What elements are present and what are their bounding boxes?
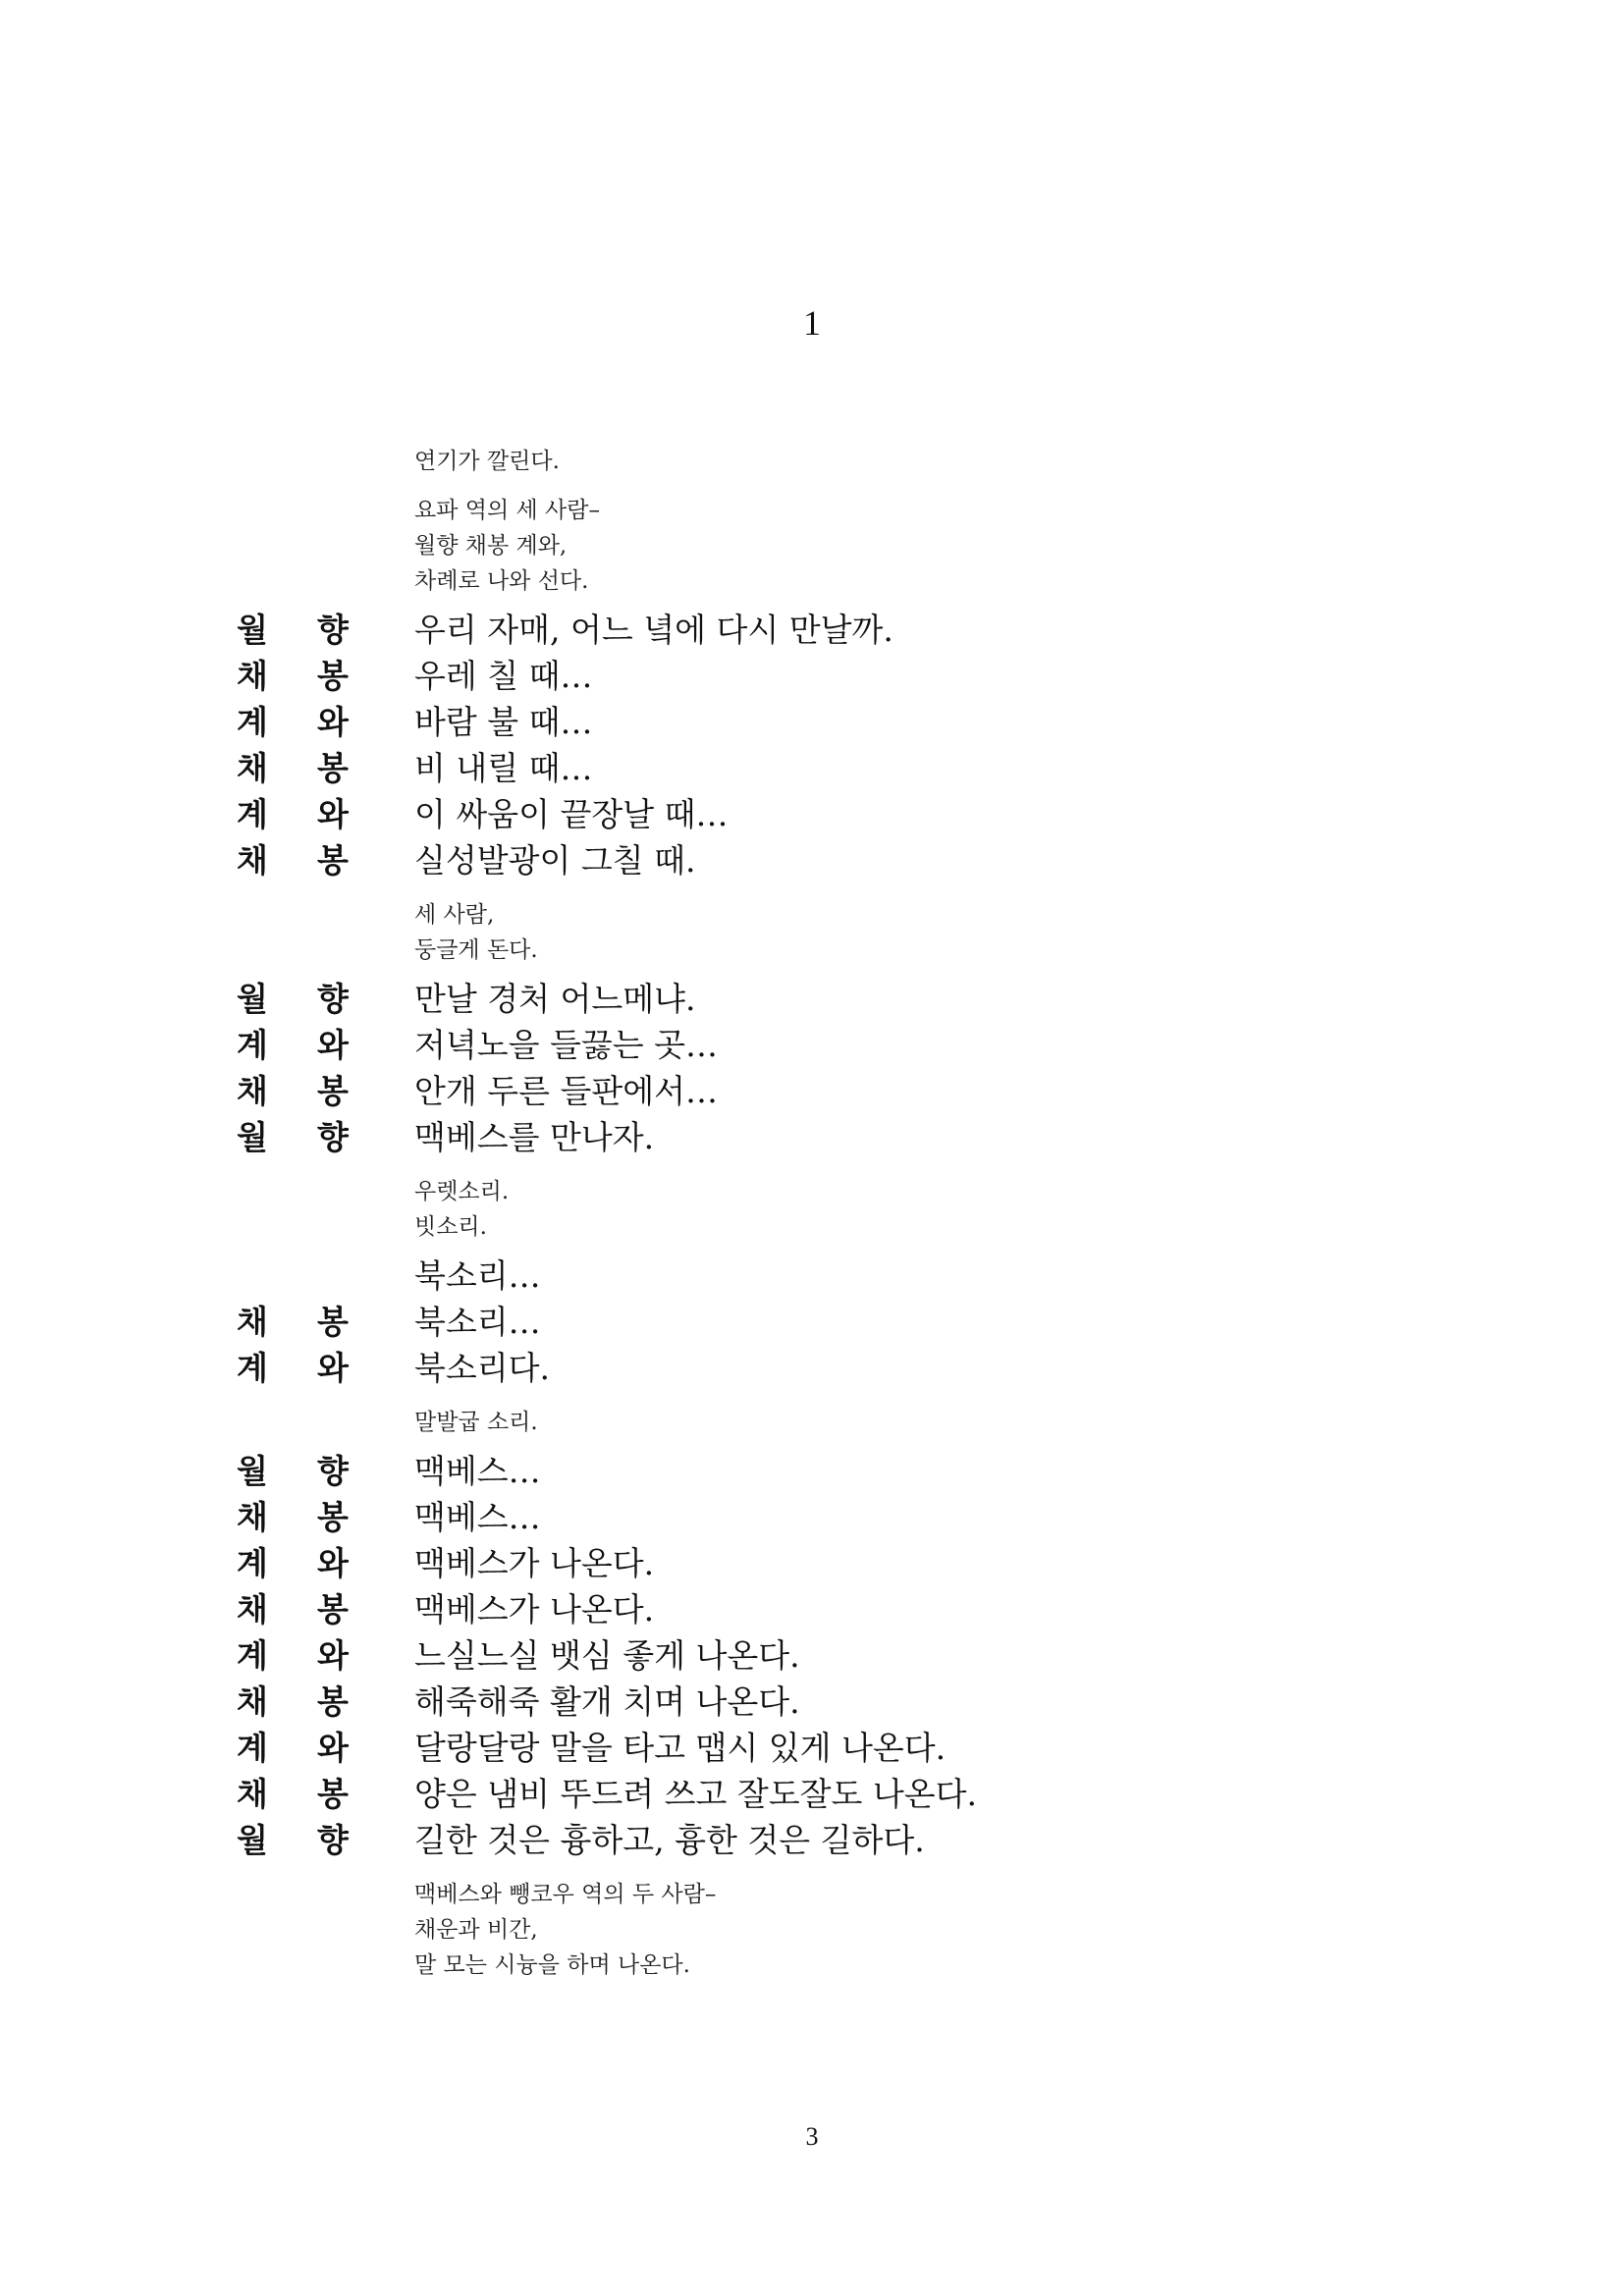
speaker-char: 월 — [237, 980, 268, 1018]
stage-direction-text — [0, 1174, 1624, 1245]
speaker-name — [234, 1068, 352, 1114]
speaker-name — [234, 1771, 352, 1817]
dialogue-line — [0, 653, 1624, 699]
speaker-char: 계 — [237, 1349, 268, 1387]
stage-direction — [0, 444, 1624, 479]
speaker-name — [234, 1725, 352, 1771]
speaker-char: 봉 — [317, 841, 349, 880]
speaker-name — [234, 1494, 352, 1540]
dialogue-text: 안개 두른 들판에서… — [414, 1072, 719, 1110]
stage-direction-line: 연기가 깔린다. — [414, 449, 560, 474]
speaker-char: 계 — [237, 1636, 268, 1675]
stage-direction-line: 둥글게 돈다. — [414, 937, 538, 963]
dialogue-line — [0, 837, 1624, 883]
speaker-char: 향 — [317, 611, 349, 649]
speaker-name — [234, 699, 352, 745]
stage-direction-line: 맥베스와 뺑코우 역의 두 사람– — [414, 1882, 717, 1907]
dialogue-text: 북소리… — [414, 1256, 541, 1295]
stage-direction-text — [0, 444, 1624, 479]
dialogue-text: 달랑달랑 말을 타고 맵시 있게 나온다. — [414, 1729, 947, 1767]
stage-direction-line: 빗소리. — [414, 1214, 487, 1240]
dialogue-text: 길한 것은 흉하고, 흉한 것은 길하다. — [414, 1821, 925, 1859]
dialogue-line — [0, 1022, 1624, 1068]
stage-direction-line: 세 사람, — [414, 902, 495, 928]
speaker-name — [234, 653, 352, 699]
stage-direction — [0, 1405, 1624, 1440]
page-number: 3 — [805, 2122, 819, 2151]
stage-direction-line: 차례로 나와 선다. — [414, 568, 589, 594]
dialogue-line — [0, 1448, 1624, 1494]
dialogue-text: 저녁노을 들끓는 곳… — [414, 1026, 719, 1064]
dialogue-text: 해죽해죽 활개 치며 나온다. — [414, 1682, 800, 1721]
speaker-char: 봉 — [317, 1303, 349, 1341]
dialogue-line — [0, 1817, 1624, 1863]
dialogue-text: 맥베스가 나온다. — [414, 1544, 655, 1582]
scene-number: 1 — [803, 303, 821, 343]
speaker-char: 채 — [237, 1775, 268, 1813]
stage-direction-text — [0, 493, 1624, 599]
stage-direction — [0, 1174, 1624, 1245]
dialogue-line — [0, 1725, 1624, 1771]
stage-direction-line: 우렛소리. — [414, 1179, 510, 1204]
speaker-char: 향 — [317, 980, 349, 1018]
speaker-char: 채 — [237, 1682, 268, 1721]
dialogue-text: 비 내릴 때… — [414, 749, 593, 787]
dialogue-text: 바람 불 때… — [414, 703, 593, 741]
speaker-name — [234, 1448, 352, 1494]
script-body — [0, 444, 1624, 1991]
dialogue-line — [0, 1679, 1624, 1725]
speaker-char: 채 — [237, 1072, 268, 1110]
speaker-char: 와 — [317, 795, 349, 833]
speaker-name — [234, 1632, 352, 1679]
speaker-char: 채 — [237, 1303, 268, 1341]
dialogue-line — [0, 1632, 1624, 1679]
dialogue-line — [0, 607, 1624, 653]
speaker-char: 향 — [317, 1821, 349, 1859]
speaker-char: 봉 — [317, 1498, 349, 1536]
speaker-char: 봉 — [317, 1590, 349, 1629]
dialogue-text: 실성발광이 그칠 때. — [414, 841, 696, 880]
speaker-char: 채 — [237, 749, 268, 787]
speaker-name — [234, 1817, 352, 1863]
dialogue-line — [0, 1771, 1624, 1817]
speaker-name — [234, 607, 352, 653]
dialogue-text: 북소리… — [414, 1303, 541, 1341]
dialogue-line — [0, 976, 1624, 1022]
dialogue-text: 양은 냄비 뚜드려 쓰고 잘도잘도 나온다. — [414, 1775, 977, 1813]
speaker-name — [234, 1114, 352, 1160]
speaker-char: 채 — [237, 1590, 268, 1629]
stage-direction-line: 월향 채봉 계와, — [414, 533, 568, 559]
dialogue-line — [0, 1253, 1624, 1299]
speaker-char: 계 — [237, 1544, 268, 1582]
speaker-name — [234, 745, 352, 791]
dialogue-line — [0, 1494, 1624, 1540]
dialogue-text: 북소리다. — [414, 1349, 551, 1387]
stage-direction — [0, 1877, 1624, 1983]
speaker-name — [234, 1022, 352, 1068]
speaker-char: 와 — [317, 703, 349, 741]
speaker-char: 계 — [237, 1026, 268, 1064]
speaker-char: 계 — [237, 1729, 268, 1767]
speaker-char: 봉 — [317, 749, 349, 787]
stage-direction-line: 말발굽 소리. — [414, 1410, 538, 1435]
dialogue-line — [0, 1299, 1624, 1345]
speaker-name — [234, 1586, 352, 1632]
speaker-char: 월 — [237, 1118, 268, 1156]
speaker-char: 월 — [237, 1452, 268, 1490]
stage-direction-text — [0, 897, 1624, 968]
speaker-char: 와 — [317, 1636, 349, 1675]
speaker-char: 월 — [237, 1821, 268, 1859]
speaker-char: 와 — [317, 1026, 349, 1064]
dialogue-line — [0, 791, 1624, 837]
speaker-name — [234, 1299, 352, 1345]
stage-direction-line: 요파 역의 세 사람– — [414, 498, 600, 523]
dialogue-text: 맥베스… — [414, 1498, 541, 1536]
dialogue-text: 맥베스가 나온다. — [414, 1590, 655, 1629]
stage-direction — [0, 493, 1624, 599]
stage-direction-line: 말 모는 시늉을 하며 나온다. — [414, 1952, 690, 1978]
stage-direction-line: 채운과 비간, — [414, 1917, 538, 1943]
speaker-name — [234, 1345, 352, 1391]
speaker-name — [234, 976, 352, 1022]
speaker-name — [234, 1540, 352, 1586]
speaker-char: 와 — [317, 1729, 349, 1767]
speaker-char: 향 — [317, 1452, 349, 1490]
speaker-char: 계 — [237, 703, 268, 741]
speaker-char: 채 — [237, 841, 268, 880]
dialogue-text: 이 싸움이 끝장날 때… — [414, 795, 729, 833]
speaker-char: 와 — [317, 1544, 349, 1582]
dialogue-text: 맥베스… — [414, 1452, 541, 1490]
dialogue-text: 맥베스를 만나자. — [414, 1118, 655, 1156]
dialogue-line — [0, 1345, 1624, 1391]
dialogue-text: 우레 칠 때… — [414, 657, 593, 695]
stage-direction-text — [0, 1877, 1624, 1983]
speaker-name — [234, 1679, 352, 1725]
dialogue-line — [0, 699, 1624, 745]
speaker-char: 봉 — [317, 1682, 349, 1721]
dialogue-text: 우리 자매, 어느 녘에 다시 만날까. — [414, 611, 893, 649]
dialogue-text: 만날 경처 어느메냐. — [414, 980, 696, 1018]
speaker-char: 계 — [237, 795, 268, 833]
dialogue-line — [0, 1114, 1624, 1160]
speaker-char: 봉 — [317, 1775, 349, 1813]
stage-direction-text — [0, 1405, 1624, 1440]
dialogue-line — [0, 1586, 1624, 1632]
dialogue-line — [0, 745, 1624, 791]
stage-direction — [0, 897, 1624, 968]
speaker-char: 월 — [237, 611, 268, 649]
speaker-char: 채 — [237, 1498, 268, 1536]
speaker-char: 봉 — [317, 657, 349, 695]
dialogue-line — [0, 1068, 1624, 1114]
speaker-char: 향 — [317, 1118, 349, 1156]
speaker-name — [234, 791, 352, 837]
speaker-char: 와 — [317, 1349, 349, 1387]
speaker-char: 채 — [237, 657, 268, 695]
dialogue-line — [0, 1540, 1624, 1586]
speaker-name — [234, 837, 352, 883]
dialogue-text: 느실느실 뱃심 좋게 나온다. — [414, 1636, 800, 1675]
speaker-char: 봉 — [317, 1072, 349, 1110]
